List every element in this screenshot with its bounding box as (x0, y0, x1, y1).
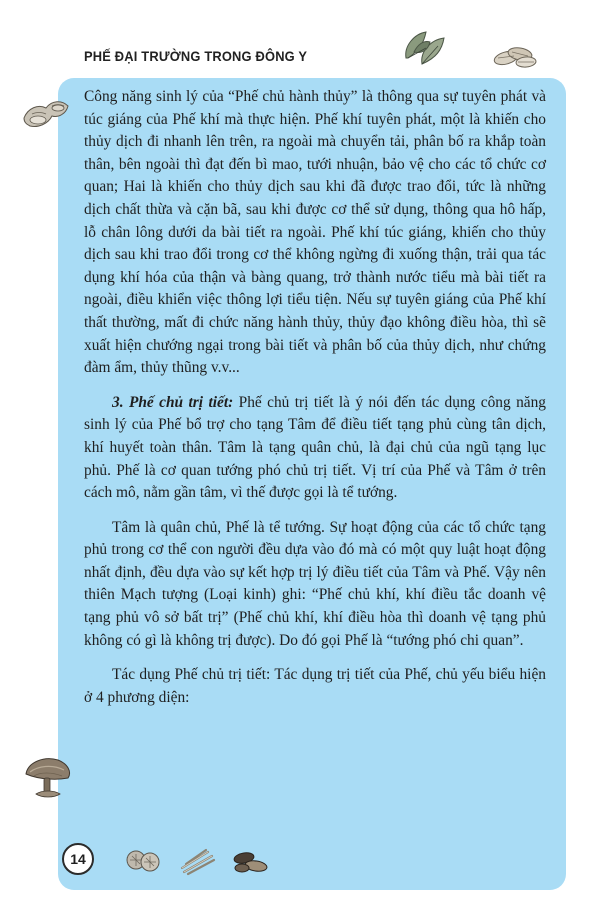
paragraph-phe-chu-hanh-thuy: Công năng sinh lý của “Phế chủ hành thủy” là thông qua sự tuyên phát và túc giáng của Phế khí mà thực hiện. Phế khí tuyên phát, một là khiến cho thủy dịch đi nhanh lên trên, ra ngoài mà chuyển tải, phân bố ra khắp toàn thân, bên ngoài thì đạt đến bì mao, tưới nhuận, bảo vệ cho các tổ chức cơ quan; Hai là khiến cho thủy dịch sau khi đã được trao đổi, tức là những dịch chất thừa và cặn bã, sau khi được cơ thể sử dụng, thông qua hô hấp, lỗ chân lông dưới da bài tiết ra ngoài. Phế khí túc giáng, khiến cho thủy dịch sau khi trao đổi trong cơ thể không ngừng đi xuống thận, trải qua tác dụng khí hóa của thận và bàng quang, trở thành nước tiểu mà bài tiết ra ngoài, điều khiển việc thông lợi tiểu tiện. Nếu sự tuyên giáng của Phế khí thất thường, mất đi chức năng hành thủy, thủy đạo không điều hòa, thì sẽ xuất hiện chướng ngại trong bài tiết và phân bố của thủy dịch, như chứng đàm ẩm, thủy thũng v.v... (84, 88, 546, 377)
section-text: Phế chủ trị tiết là ý nói đến tác dụng công năng sinh lý của Phế bổ trợ cho tạng Tâm để điều tiết tạng phủ cùng tân dịch, khí huyết toàn thân. Tâm là tạng quân chủ, là đại chủ của ngũ tạng lục phủ. Phế là cơ quan tướng phó chủ trị tiết. Vị trí của Phế và Tâm ở trên cách mô, nằm gần tâm, vì thế được gọi là tể tướng. (84, 393, 546, 502)
paragraph-phe-chu-tri-tiet (84, 392, 546, 505)
lingzhi-mushroom-icon (22, 752, 74, 804)
mint-leaf-icon (400, 28, 448, 70)
ginger-root-icon (18, 92, 74, 136)
dried-herb-slices-icon (492, 38, 538, 72)
chrysanthemum-icon (124, 846, 162, 876)
section-heading: 3. Phế chủ trị tiết: (112, 393, 234, 411)
article-body (84, 86, 546, 709)
herb-sticks-icon (178, 846, 216, 876)
running-header-title: PHẾ ĐẠI TRƯỜNG TRONG ĐÔNG Y (84, 48, 308, 64)
seed-pods-icon (230, 846, 270, 876)
paragraph-tam-quan-chu: Tâm là quân chủ, Phế là tể tướng. Sự hoạt động của các tổ chức tạng phủ trong cơ thể con người đều dựa vào đó mà có một quy luật hoạt động nhất định, đều dựa vào sự kết hợp trị lý điều tiết của Tâm và Phế. Vậy nên thiên Mạch tượng (Loại kinh) ghi: “Phế chủ khí, khí điều tắc doanh vệ tạng phủ vô sở bất trị” (Phế chủ khí, khí điều hòa thì doanh vệ tạng phủ không có gì là không trị được). Do đó gọi Phế là “tướng phó chi quan”. (84, 518, 546, 649)
paragraph-tac-dung-tri-tiet: Tác dụng Phế chủ trị tiết: Tác dụng trị tiết của Phế, chủ yếu biểu hiện ở 4 phương diện: (84, 666, 546, 706)
page-number: 14 (62, 843, 94, 875)
